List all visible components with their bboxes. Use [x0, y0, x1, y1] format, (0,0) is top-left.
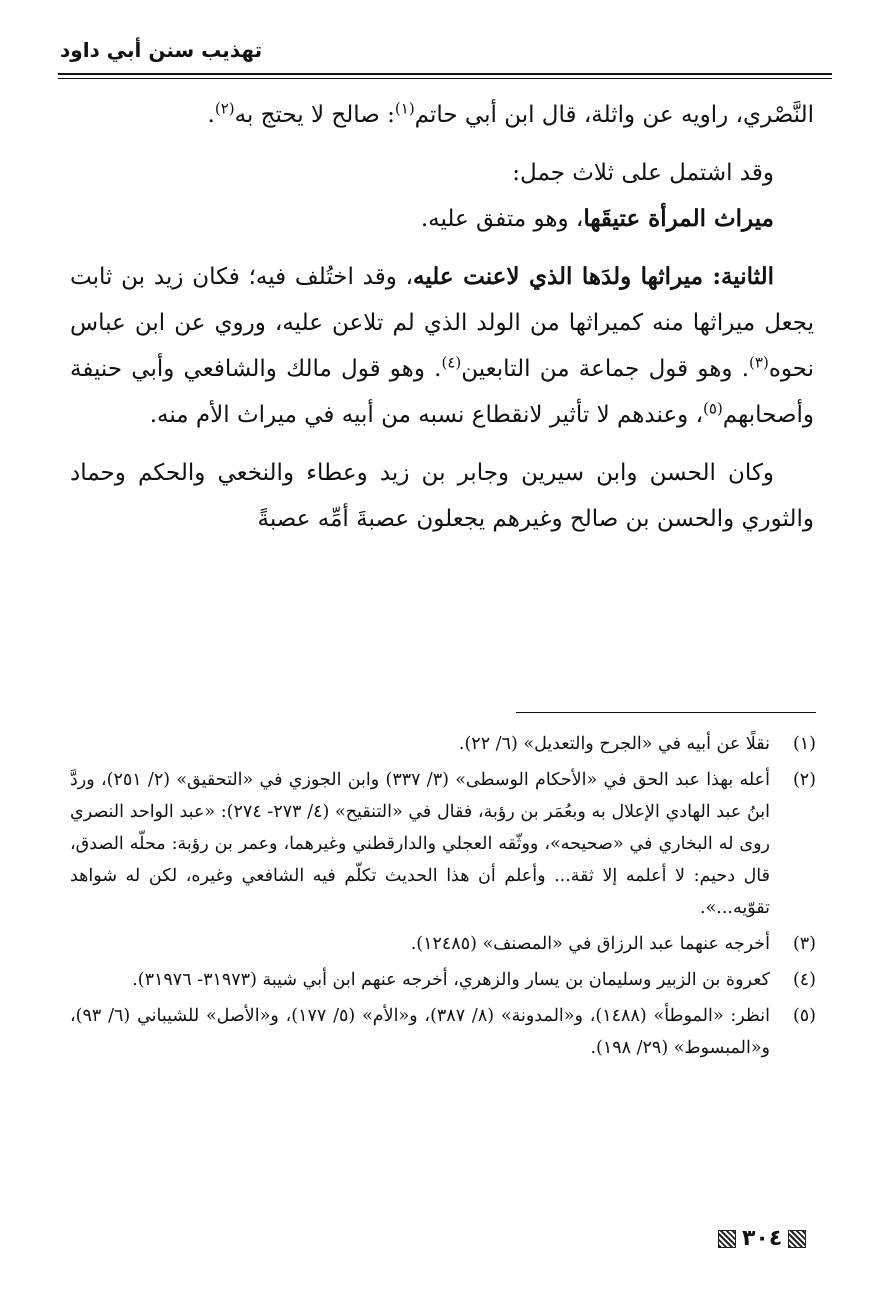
header-rule [58, 73, 832, 75]
ornament-icon [788, 1230, 806, 1248]
main-text [70, 92, 814, 554]
page-number-text: ٣٠٤ [742, 1226, 783, 1251]
footnote-text: نقلًا عن أبيه في «الجرح والتعديل» (٦/ ٢٢). [458, 734, 770, 754]
footnote-text: انظر: «الموطأ» (١٤٨٨)، و«المدونة» (٨/ ٣٨٧)، و«الأم» (٥/ ١٧٧)، و«الأصل» للشيباني (٦/ ٩٣)، و«المبسوط» (٢٩/ ١٩٨). [70, 1006, 770, 1058]
paragraph-1: النَّصْري، راويه عن واثلة، قال ابن أبي حاتم$^{(١)}$: صالح لا يحتج به$^{(٢)}$. [207, 99, 814, 128]
paragraph-5: وكان الحسن وابن سيرين وجابر بن زيد وعطاء والنخعي والحكم وحماد والثوري والحسن بن صالح وغيرهم يجعلون عصبةَ أمِّه عصبةً [70, 460, 814, 532]
footnote-ref-4[interactable]: (٤) [441, 353, 462, 372]
footnote-number: (١) [792, 734, 816, 754]
footnote-separator [516, 712, 816, 713]
paragraph-4: الثانية: ميراثها ولدَها الذي لاعنت عليه، وقد اختُلف فيه؛ فكان زيد بن ثابت يجعل ميراثها منه كميراثها من الولد الذي لم تلاعن عليه، وروي عن ابن عباس نحوه$^{(٣)}$. وهو قول جماعة من التابعين$^{(٤)}$. وهو قول مالك والشافعي وأبي حنيفة وأصحابهم$^{(٥)}$، وعندهم لا تأثير لانقطاع نسبه من أبيه في ميراث الأم منه. [70, 263, 814, 428]
paragraph-3: ميراث المرأة عتيقَها، وهو متفق عليه. [420, 205, 774, 232]
footnote-ref-5[interactable]: (٥) [703, 399, 723, 418]
footnote-3 [70, 928, 816, 960]
footnote-number: (٤) [792, 970, 816, 990]
footnote-text: أعله بهذا عبد الحق في «الأحكام الوسطى» (٣/ ٣٣٧) وابن الجوزي في «التحقيق» (٢/ ٢٥١)، وردَّ ابنُ عبد الهادي الإعلال به وبعُمَر بن رؤبة، فقال في «التنقيح» (٤/ ٢٧٣- ٢٧٤): «عبد الواحد النصري روى له البخاري في «صحيحه»، ووثّقه العجلي والدارقطني وغيرهما، وعمر بن رؤبة: محلّه الصدق، قال دحيم: لا أعلمه إلا ثقة... وأعلم أن هذا الحديث تكلّم فيه الشافعي وغيره، لكن له شواهد تقوّيه...». [70, 770, 771, 918]
footnote-5 [70, 1000, 816, 1064]
footnote-text: كعروة بن الزبير وسليمان بن يسار والزهري، أخرجه عنهم ابن أبي شيبة (٣١٩٧٣- ٣١٩٧٦). [132, 970, 770, 990]
header-rule-thin [58, 78, 832, 79]
footnote-number: (٥) [792, 1006, 816, 1026]
page-number [718, 1226, 806, 1251]
footnote-4 [70, 964, 816, 996]
footnote-ref-3[interactable]: (٣) [749, 353, 769, 372]
footnote-ref-2[interactable]: (٢) [214, 99, 235, 118]
footnote-ref-1[interactable]: (١) [394, 99, 415, 118]
footnote-text: أخرجه عنهما عبد الرزاق في «المصنف» (١٢٤٨٥). [410, 934, 770, 954]
footnote-number: (٢) [792, 770, 816, 790]
ornament-icon [718, 1230, 736, 1248]
footnote-number: (٣) [792, 934, 816, 954]
paragraph-2: وقد اشتمل على ثلاث جمل: [512, 160, 774, 186]
footnote-1 [70, 728, 816, 760]
running-header-title: تهذيب سنن أبي داود [60, 38, 263, 62]
footnotes [70, 728, 816, 1068]
footnote-2 [70, 764, 816, 924]
